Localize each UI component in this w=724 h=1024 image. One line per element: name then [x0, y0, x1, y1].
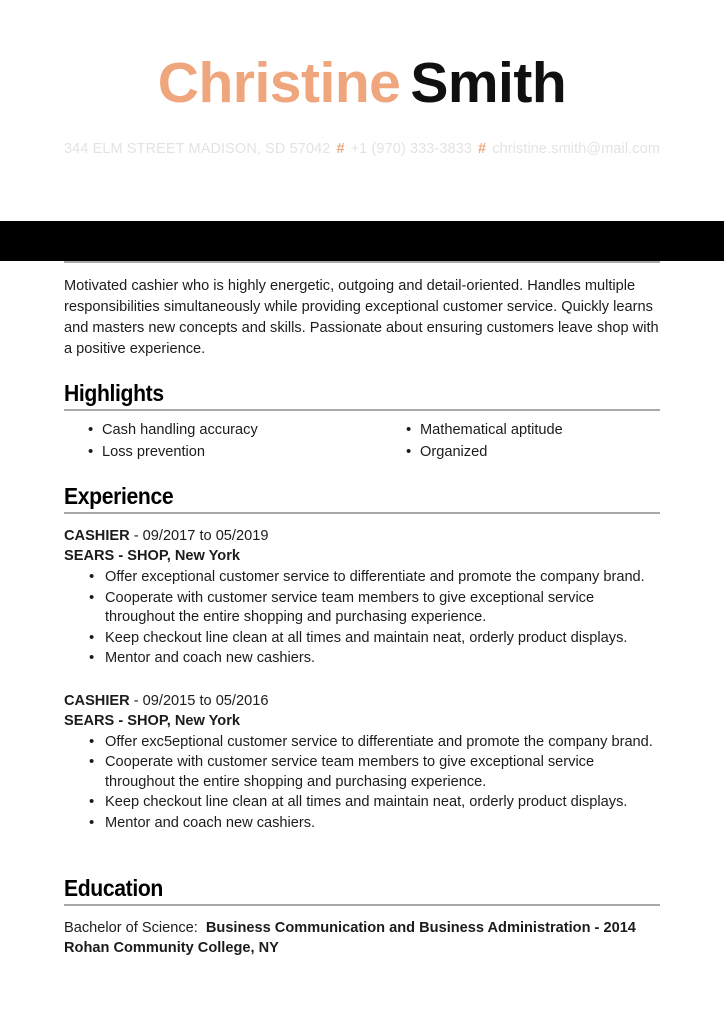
- education-title: Education: [64, 875, 163, 901]
- experience-job-2: [64, 691, 660, 834]
- contact-email: christine.smith@mail.com: [492, 141, 660, 157]
- experience-job-1: [64, 526, 660, 669]
- job-title-line: [64, 526, 660, 546]
- education-degree-value: Business Communication and Business Administration - 2014: [205, 920, 636, 936]
- job-dates: - 09/2015 to 05/2016: [129, 692, 269, 709]
- list-item: • Offer exc5eptional customer service to differentiate and promote the company brand.: [64, 733, 660, 753]
- experience-section: [64, 483, 660, 833]
- highlights-columns: [64, 421, 660, 465]
- last-name: Smith: [410, 51, 567, 115]
- highlights-list-2: [382, 421, 660, 462]
- header-black-band: [0, 221, 724, 261]
- summary-top-rule: [64, 261, 660, 263]
- full-name: [0, 52, 724, 114]
- list-item: • Keep checkout line clean at all times and maintain neat, orderly product displays.: [64, 793, 660, 813]
- list-item: • Cooperate with customer service team members to give exceptional service throughout the entire shopping and purchasing experience.: [64, 753, 660, 792]
- list-item: • Loss prevention: [64, 443, 362, 462]
- job-role: CASHIER: [64, 692, 130, 709]
- education-rule: [64, 904, 660, 906]
- education-section: [64, 875, 660, 958]
- list-item: • Organized: [382, 443, 660, 462]
- contact-address: 344 ELM STREET MADISON, SD 57042: [63, 141, 331, 157]
- education-degree-line: [64, 918, 660, 938]
- job-bullets-2: [64, 733, 660, 834]
- list-item: • Cash handling accuracy: [64, 421, 362, 440]
- highlights-title: Highlights: [64, 380, 164, 406]
- education-school: Rohan Community College, NY: [64, 940, 279, 956]
- job-role: CASHIER: [64, 528, 130, 544]
- education-degree-label: Bachelor of Science:: [64, 920, 198, 936]
- first-name: Christine: [157, 51, 401, 115]
- list-item: • Mentor and coach new cashiers.: [64, 649, 660, 669]
- contact-separator-icon: #: [478, 141, 487, 157]
- resume-body: [64, 261, 660, 958]
- education-entry: [64, 918, 660, 958]
- experience-title: Experience: [64, 483, 174, 509]
- highlights-column-1: [64, 421, 362, 465]
- job-bullets-1: [64, 568, 660, 669]
- contact-separator-icon: #: [336, 141, 345, 157]
- contact-phone: +1 (970) 333-3833: [350, 141, 473, 157]
- job-company: SEARS - SHOP, New York: [64, 548, 240, 564]
- list-item: • Mathematical aptitude: [382, 421, 660, 440]
- job-company: SEARS - SHOP, New York: [64, 712, 240, 729]
- list-item: • Keep checkout line clean at all times and maintain neat, orderly product displays.: [64, 629, 660, 649]
- experience-rule: [64, 512, 660, 514]
- highlights-column-2: [362, 421, 660, 465]
- summary-text: Motivated cashier who is highly energetic, outgoing and detail-oriented. Handles multiple responsibilities simultaneously while providing exceptional customer service. Quickly learns and masters new concepts and skills. Passionate about ensuring customers leave shop with a positive experience.: [64, 278, 659, 357]
- job-title-line: [64, 691, 660, 711]
- job-dates: - 09/2017 to 05/2019: [129, 528, 269, 544]
- resume-header: [0, 0, 724, 158]
- highlights-section: [64, 380, 660, 465]
- list-item: • Cooperate with customer service team members to give exceptional service throughout the entire shopping and purchasing experience.: [64, 589, 660, 628]
- contact-info: [0, 140, 724, 158]
- highlights-list-1: [64, 421, 362, 462]
- list-item: • Offer exceptional customer service to differentiate and promote the company brand.: [64, 568, 660, 588]
- highlights-rule: [64, 409, 660, 411]
- list-item: • Mentor and coach new cashiers.: [64, 814, 660, 834]
